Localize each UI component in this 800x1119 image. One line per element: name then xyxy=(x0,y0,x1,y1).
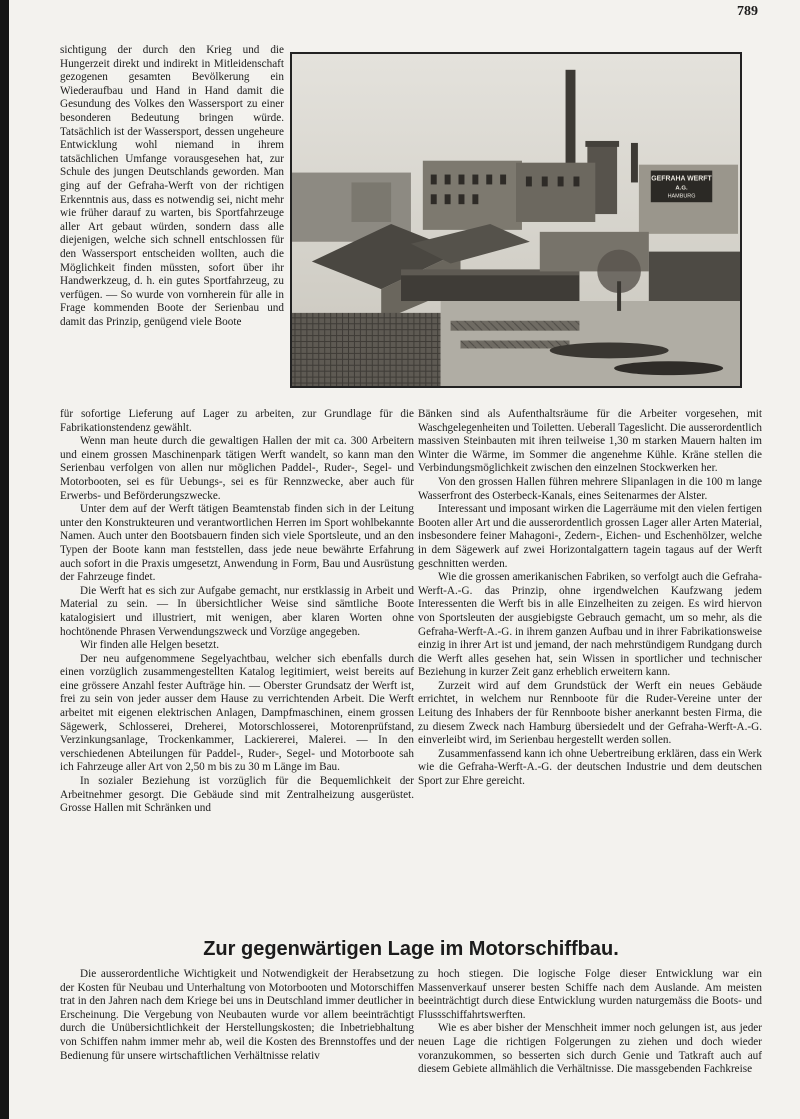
binding-edge xyxy=(0,0,9,1119)
paragraph: für sofortige Lieferung auf Lager zu arbeiten, zur Grundlage für die Fabrikationstendenz gewählt. xyxy=(60,408,414,434)
paragraph: Von den grossen Hallen führen mehrere Slipanlagen in die 100 m lange Wasserfront des Osterbeck-Kanals, eines Seitenarmes der Alster. xyxy=(418,475,762,502)
paragraph: sichtigung der durch den Krieg und die Hungerzeit direkt und indirekt in Mitleidenschaft gezogenen gesamten Bevölkerung ein Wiederaufbau und Hand in Hand damit die Gesundung des Volkes den Wassersport zu einer besonderen Bedeutung bringen würde. Tatsächlich ist der Wassersport, dessen ungeheure Entwicklung wohl niemand in ihrem tatsächlichen Umfange vorausgesehen hat, zur Schule des jungen Deutschlands geworden. Man ging auf der Gefraha-Werft von der richtigen Erkenntnis aus, dass es notwendig sei, nicht mehr wie früher darauf zu warten, bis Sportfahrzeuge aller Art gebaut würden, sondern dass alle diejenigen, welche sich schnell entschlossen für den Wassersport entscheiden wollten, auch die Möglichkeit finden müssten, sofort über ihr Handwerkzeug, d. h. ein gutes Sportfahrzeug, zu verfügen. — So wurde von vornherein für alle in Frage kommenden Boote der Serienbau und damit das Prinzip, genügend viele Boote xyxy=(60,44,284,328)
paragraph: Zusammenfassend kann ich ohne Uebertreibung erklären, dass ein Werk wie die Gefraha-Werft-A.-G. der deutschen Industrie und dem deutschen Sport zur Ehre gereicht. xyxy=(418,747,762,788)
paragraph: Der neu aufgenommene Segelyachtbau, welcher sich ebenfalls durch einen vorzüglich zusammengestellten Katalog legitimiert, weist bereits auf eine grössere Anzahl fester Aufträge hin. — Oberster Grundsatz der Werft ist, frei zu sein von jeder ausser dem Hause zu verrichtenden Arbeit. Die Werft arbeitet mit eigenen elektrischen Anlagen, Dampfmaschinen, einem grossen Sägewerk, Schlosserei, Dreherei, Motorschlosserei, Motorenprüfstand, Verzinkungsanlage, Trockenkammer, Lackiererei, Malerei. — In den verschiedenen Abteilungen für Paddel-, Ruder-, Segel- und Motorboote sah ich Fahrzeuge aller Art von 2,50 m bis zu 30 m Länge im Bau. xyxy=(60,652,414,774)
article-column-right xyxy=(418,408,762,789)
paragraph: Wenn man heute durch die gewaltigen Hallen der mit ca. 300 Arbeitern und einem grossen Maschinenpark tätigen Werft wandelt, so kann man den Serienbau verfolgen von allen nur möglichen Paddel-, Ruder-, Segel- und Motorbooten, sei es für Uebungs-, sei es für Rennzwecke, aber auch für Erwerbs- und Beförderungszwecke. xyxy=(60,435,414,502)
article2-column-left xyxy=(60,968,414,1063)
paragraph: Unter dem auf der Werft tätigen Beamtenstab finden sich in der Leitung unter den Konstrukteuren und verantwortlichen Herren im Sport wohlbekannte Namen. Auch unter den Bootsbauern finden sich viele Sportsleute, und an den Typen der Boote kann man feststellen, dass jede neue bewährte Erfahrung auch sofort in die Praxis umgesetzt, Anwendung in Form, Bau und Ausrüstung der Fahrzeuge findet. xyxy=(60,503,414,584)
paragraph: Die Werft hat es sich zur Aufgabe gemacht, nur erstklassig in Arbeit und Material zu sein. — In übersichtlicher Weise sind sämtliche Boote katalogisiert und illustriert, mit wenigen, aber klaren Worten ohne hochtönende Phrasen Verwendungszweck und Vorzüge angegeben. xyxy=(60,584,414,638)
shipyard-illustration xyxy=(292,54,740,386)
sign-text-line3: HAMBURG xyxy=(667,193,696,200)
article2-column-right xyxy=(418,968,762,1077)
paragraph: Wie es aber bisher der Menschheit immer noch gelungen ist, aus jeder neuen Lage die richtigen Folgerungen zu ziehen und doch wieder voranzukommen, so besserten sich durch Genie und Tatkraft auch auf diesem Gebiete allmählich die Verhältnisse. Die massgebenden Fachkreise xyxy=(418,1022,762,1076)
paragraph: Die ausserordentliche Wichtigkeit und Notwendigkeit der Herabsetzung der Kosten für Neubau und Unterhaltung von Motorbooten und Motorschiffen trat in den Jahren nach dem Kriege bei uns in Deutschland immer deutlicher in Erscheinung. Die Vergebung von Neubauten wurde vor allem beeinträchtigt durch die Unübersichtlichkeit der Herstellungskosten; die Inbetriebhaltung von Schiffen nahm immer mehr ab, weil die Kosten des Brennstoffes und der Bedienung für unsere wirtschaftlichen Verhältnisse relativ xyxy=(60,968,414,1062)
paragraph: zu hoch stiegen. Die logische Folge dieser Entwicklung war ein Massenverkauf unserer besten Schiffe nach dem Auslande. Am meisten beeinträchtigt durch diese Entwicklung wurden naturgemäss die Boots- und Flussschiffahrtswerften. xyxy=(418,968,762,1021)
page-number: 789 xyxy=(737,4,758,19)
article-heading: Zur gegenwärtigen Lage im Motorschiffbau. xyxy=(203,938,619,960)
paragraph: In sozialer Beziehung ist vorzüglich für die Bequemlichkeit der Arbeitnehmer gesorgt. Die Gebäude sind mit Zentralheizung ausgerüstet. Grosse Hallen mit Schränken und xyxy=(60,775,414,815)
paragraph: Wir finden alle Helgen besetzt. xyxy=(80,639,220,652)
paragraph: Zurzeit wird auf dem Grundstück der Werft ein neues Gebäude errichtet, in welchem nur Rennboote für die Ruder-Vereine unter der Leitung des Inhabers der für Rennboote bisher anerkannt besten Firma, die zu diesem Zweck nach Hamburg übersiedelt und der Gefraha-Werft-A.-G. einverleibt wird, im Serienbau hergestellt werden sollen. xyxy=(418,679,762,747)
paragraph: Interessant und imposant wirken die Lagerräume mit den vielen fertigen Booten aller Art und die ausserordentlich grossen Lager aller Arten Material, insbesondere feiner Mahagoni-, Zedern-, Eichen- und Eschenhölzer, welche in dem Sägewerk auf zwei Horizontalgattern tagein tagaus auf der Werft geschnitten werden. xyxy=(418,503,762,570)
paragraph: Bänken sind als Aufenthaltsräume für die Arbeiter vorgesehen, mit Waschgelegenheiten und Toiletten. Ueberall Tageslicht. Die ausserordentlich massiven Steinbauten mit ihren teilweise 1,30 m starken Mauern halten im Winter die Wärme, im Sommer die angenehme Kühle. Kräne stellen die Verbindungsmöglichkeit zwischen den einzelnen Stockwerken her. xyxy=(418,408,762,475)
sign-text-line2: A.G. xyxy=(675,185,688,192)
paragraph: Wie die grossen amerikanischen Fabriken, so verfolgt auch die Gefraha-Werft-A.-G. das Prinzip, ohne irgendwelchen Kaufzwang jedem Interessenten die Werft bis in alle Einzelheiten zu zeigen. Es wird hiervon von Sportsleuten der ausgiebigste Gebrauch gemacht, um so mehr, als die Gefraha-Werft-A.-G. in ihrem ganzen Aufbau und in ihrer Fabrikationsweise einzig in ihrer Art ist und jemand, der nach mehrstündigem Rundgang durch die Werft alles gesehen hat, sein Wissen in sportlicher und technischer Beziehung in kurzer Zeit ganz erheblich erweitern kann. xyxy=(418,571,762,679)
article-column-left-top xyxy=(60,44,284,329)
sign-text-line1: GEFRAHA WERFT xyxy=(651,175,712,183)
shipyard-photo xyxy=(290,52,742,388)
article-column-left xyxy=(60,408,414,816)
